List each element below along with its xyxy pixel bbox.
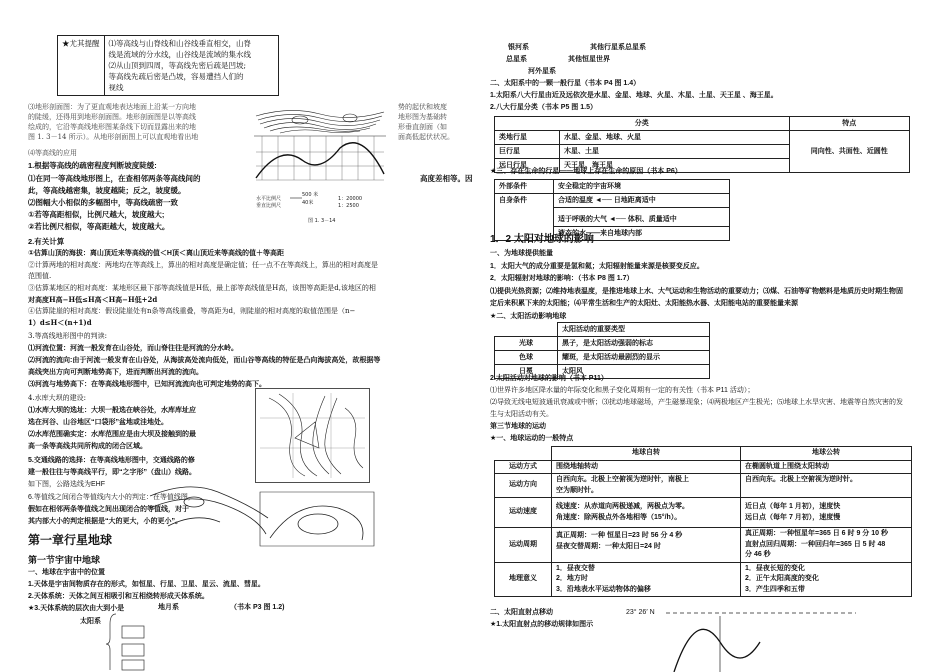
closed-lines: 6.等值线之间闭合等值线内大小的判定：在等值线图， 假如在相邻两条等值线之间出现闭合的等值线，对于 其内部大小的判定根据是“大的更大，小的更小”。: [28, 494, 195, 525]
table-row: 日冕 太阳风: [495, 365, 710, 379]
milky-way: 银河系: [508, 44, 529, 51]
closed-contour-figure: [148, 478, 378, 548]
solar-activity-table: 太阳活动的重要类型 光球 黑子，是太阳活动强弱的标志 色球 耀斑，是太阳活动最剧烈的显示 日冕 太阳风: [494, 322, 710, 379]
profile-text-right: 势的起伏和坡度 地形图为基础转 形垂直剖面（如 面高低起伏状况。: [398, 103, 454, 141]
planet-feature: 同向性、共面性、近圆性: [789, 131, 909, 173]
other-galaxy: 其他行星系总星系: [590, 44, 646, 51]
steep-title: 1.根据等高线的疏密程度判断坡度陡缓:: [28, 161, 157, 170]
fig-scale-v: 1：2500: [338, 203, 359, 209]
judge-lines: ⑴河流位置：河流一般发育在山谷处，而山脊往往是河流的分水岭。 ⑵河流的流向:由于河流一般发育在山谷处，从海拔高处流向低处，而山谷等高线的特征是凸向海拔高处，故根据等 高线突出方向可判断地势高下，进而判断出河流的流向。 ⑶河流与地势高下：在等高线地形图中，已知河流流向也可判定地势的高下。: [28, 345, 381, 388]
hierarchy-earth-moon: 地月系: [158, 604, 179, 611]
motion-title: 第三节地球的运动: [490, 423, 546, 430]
ordinary-line-1: 1.太阳系八大行星由近及远依次是水星、金星、地球、火星、木星、土星、天王星 、海王星。: [490, 92, 778, 99]
solar-impact-lines: 2.太阳活动对地球的影响（书本 P11） ⑴世界许多地区降水量的年际变化和黑子变化周期有一定的有关性（书本 P11 活动）； ⑵导致无线电短波通讯衰减或中断；⑶扰动地球磁场，产生磁暴现象；⑷两极地区产生极光；⑸地球上水旱灾害、地震等自然灾害的发 生与太阳活动有关。: [490, 375, 903, 418]
table-row: 巨行星 木星、土星: [495, 145, 910, 159]
planet-table: [494, 116, 910, 173]
water-lines: ⑴水库大坝的选址：大坝一般选在峡谷处，水库库址应 选在河谷、山谷地区“口袋形”盆地或洼地处。 ⑵水库范围确实定：水库范围应是由大坝及接触到的最 高一条等高线共同所构成的闭合区域。: [28, 407, 196, 450]
tip-box: [57, 35, 279, 96]
motion-sub: ★一、地球运动的一般特点: [490, 435, 574, 442]
chapter-title: 第一章行星地球: [28, 533, 113, 547]
reservoir-map: [255, 388, 370, 483]
table-row: 色球 耀斑，是太阳活动最剧烈的显示: [495, 351, 710, 365]
arrow-left-icon: ◄──: [608, 216, 626, 223]
river-outer: 河外星系: [528, 68, 556, 75]
fig-legend-h: 水平比例尺: [256, 196, 282, 202]
calc-lines: ①估算山顶的海拔：离山顶近来等高线的值＜H顶＜离山顶近来等高线的值＋等高距 ②计算两地的相对高度：两地均在等高线上，算出的相对高度是确定值；任一点不在等高线上，算出的相对高度是 范围值. ③估算某地区的相对高度：某地形区最下部等高线值是H低，最上部等高线值是H高，该图等高距是d,该地区的相 对高度H高−H低≤H高＜H高−H低+2d ④估算陡崖的相对高度：假设陡崖处有n条等高线重叠，等高距为d，则陡崖的相对高度的取值范围是（n− 1）d≤H＜(n+1)d: [28, 250, 378, 327]
planet-table-head-class: 分类: [495, 117, 790, 131]
table-row: 运动方式 围绕地轴转动 在椭圆轨道上围绕太阳转动: [495, 460, 912, 474]
table-row: 光球 黑子，是太阳活动强弱的标志: [495, 337, 710, 351]
total-galaxy: 总星系: [506, 56, 527, 63]
fig-scale-h: 1：20000: [338, 196, 363, 202]
section-1-2-title: 1．2 太阳对地球的影响: [490, 234, 594, 245]
apply-title: ⑷等高线的应用: [28, 149, 77, 157]
earth-motion-table: 地球自转 地球公转 运动方式 围绕地轴转动 在椭圆轨道上围绕太阳转动 运动方向 自西向东。北极上空俯视为逆时针，南极上 空为顺时针。 自西向东。北极上空俯视为逆时针。 运动速度 线速度：从赤道向两极递减，两极点为零。 角速度：除两极点外各地相等（15°/h）。 近日点（每年 1 月初），速度快 远日点（每年 7 月初），速度慢 运动周期 真正周期：一种 恒星日=23 时 56 分 4 秒 昼夜交替周期：一种太阳日=24 时 真正周期：一种恒星年=365 日 6 时 9 分 10 秒 直射点回归周期：一种回归年=365 日 5 时 48 分 46 秒 地理意义 1．昼夜交替 2．地方时 3．沿地表水平运动物体的偏移 1．昼夜长短的变化 2．正午太阳高度的变化 3．产生四季和五带: [494, 446, 912, 597]
profile-text: ⑶地形剖面图：为了更直观地表达地面上沿某一方向地 的陡缓，还得用到地形剖面图。地形剖面图是以等高线 绘成的，它沿等高线地形图某条线下切而显露出来的地 图 1. 3－14 所示）。从地形剖面图上可以直观地看出地: [28, 103, 199, 141]
steep-lines: ⑴在同一等高线地形图上，在查相邻两条等高线间的 此，等高线越密集，坡度越陡；反之，坡度缓。 ⑵图幅大小相似的多幅图中，等高线疏密一致 ①若等高距相似，比例尺越大，坡度越大; ②若比例尺相似，等高距越大，坡度越大。: [28, 174, 201, 231]
direct-degree: 23° 26′ N: [626, 609, 655, 616]
fig-caption: 图 1. 3－14: [308, 218, 336, 224]
section-lines: 一、地球在宇宙中的位置 1.天体是宇宙间物质存在的形式，如恒星、行星、卫星、星云、流星、彗星。 2.天体系统：天体之间互相吸引和互相绕转形成天体系统。: [28, 569, 265, 600]
table-row: 远日行星 天王星、海王星: [495, 159, 910, 173]
fig-legend-v: 垂直比例尺: [256, 203, 282, 209]
fig-s40: 40米: [302, 200, 314, 206]
special-title: ★三、存在生命的行星——地球上存在生命的原因（书本 P6）: [490, 168, 682, 175]
hierarchy-solar: 太阳系: [80, 618, 101, 625]
table-row: 运动方向 自西向东。北极上空俯视为逆时针，南极上 空为顺时针。 自西向东。北极上空俯视为逆时针。: [495, 474, 912, 498]
direct-title: 二、太阳直射点移动: [490, 609, 553, 616]
arrow-left-icon: ◄──: [594, 197, 612, 204]
ordinary-line-2: 2.八大行星分类（书本 P5 图 1.5）: [490, 104, 597, 111]
tip-content: ⑴等高线与山脊线和山谷线垂直相交，山脊 线是流域的分水线，山谷线是流域的集水线 ⑵从山顶到四周，等高线先密后疏是凹坡; 等高线先疏后密是凸坡，容易遭挡人们的 视线: [104, 36, 279, 96]
calc-title: 2.有关计算: [28, 237, 65, 246]
ordinary-title: 二、太阳系中的一颗一般行星（书本 P4 图 1.4）: [490, 80, 641, 87]
sec12-lines: 一、为地球提供能量 1．太阳大气的成分重要是氢和氦；太阳辐射能量来源是核要变反应。 2．太阳辐射对地球的影响：（书本 P8 图 1.7） ⑴提供光热资源；⑵维持地表温度，是推进地球上水、大气运动和生物活动的重要动力；⑶煤、石油等矿物燃料是地质历史时期生物固 定后来积累下来的太阳能；⑷平常生活和生产的太阳灶、太阳能热水器、太阳能电站的重要能量来源 ★二、太阳活动影响地球: [490, 250, 903, 320]
direct-sub: ★1.太阳直射点的移动规律如图示: [490, 621, 594, 628]
other-star: 其他恒星世界: [568, 56, 610, 63]
table-row: 运动周期 真正周期：一种 恒星日=23 时 56 分 4 秒 昼夜交替周期：一种太阳日=24 时 真正周期：一种恒星年=365 日 6 时 9 分 10 秒 直射点回归周期：一种回归年=365 日 5 时 48 分 46 秒: [495, 528, 912, 563]
table-row: 类地行星 水星、金星、地球、火星 同向性、共面性、近圆性: [495, 131, 910, 145]
road-lines: 5.交通线路的选择：在等高线地形图中，交通线路的修 建一般往往与等高线平行，即“之字形”（盘山）线路。 如下图，公路选线为EHF: [28, 457, 196, 488]
contour-profile-figure: [250, 100, 390, 228]
table-row: 地理意义 1．昼夜交替 2．地方时 3．沿地表水平运动物体的偏移 1．昼夜长短的变化 2．正午太阳高度的变化 3．产生四季和五带: [495, 562, 912, 597]
water-title: 4.水库大坝的建设:: [28, 394, 87, 402]
hierarchy-title: ★3.天体系统的层次由大到小是: [28, 605, 125, 612]
hierarchy-ref: （书本 P3 图 1.2): [230, 604, 285, 611]
steep-right: 高度差相等。因: [420, 174, 473, 183]
hierarchy-brackets: [96, 612, 166, 672]
life-table: 外部条件 安全稳定的宇宙环境 自身条件 合适的温度 ◄── 日地距离适中 适于呼吸的大气 ◄── 体积、质量适中 液态的水——来自地球内部: [494, 179, 730, 241]
planet-table-head-feature: 特点: [789, 117, 909, 131]
tip-label: ★尤其提醒: [58, 36, 105, 96]
judge-title: 3.等高线地形图中的判读:: [28, 332, 108, 340]
fig-s500: 500 米: [302, 192, 319, 198]
direct-point-diagram: [660, 612, 860, 672]
table-row: 运动速度 线速度：从赤道向两极递减，两极点为零。 角速度：除两极点外各地相等（15°/h）。 近日点（每年 1 月初），速度快 远日点（每年 7 月初），速度慢: [495, 498, 912, 528]
section-title: 第一节宇宙中地球: [28, 555, 101, 565]
